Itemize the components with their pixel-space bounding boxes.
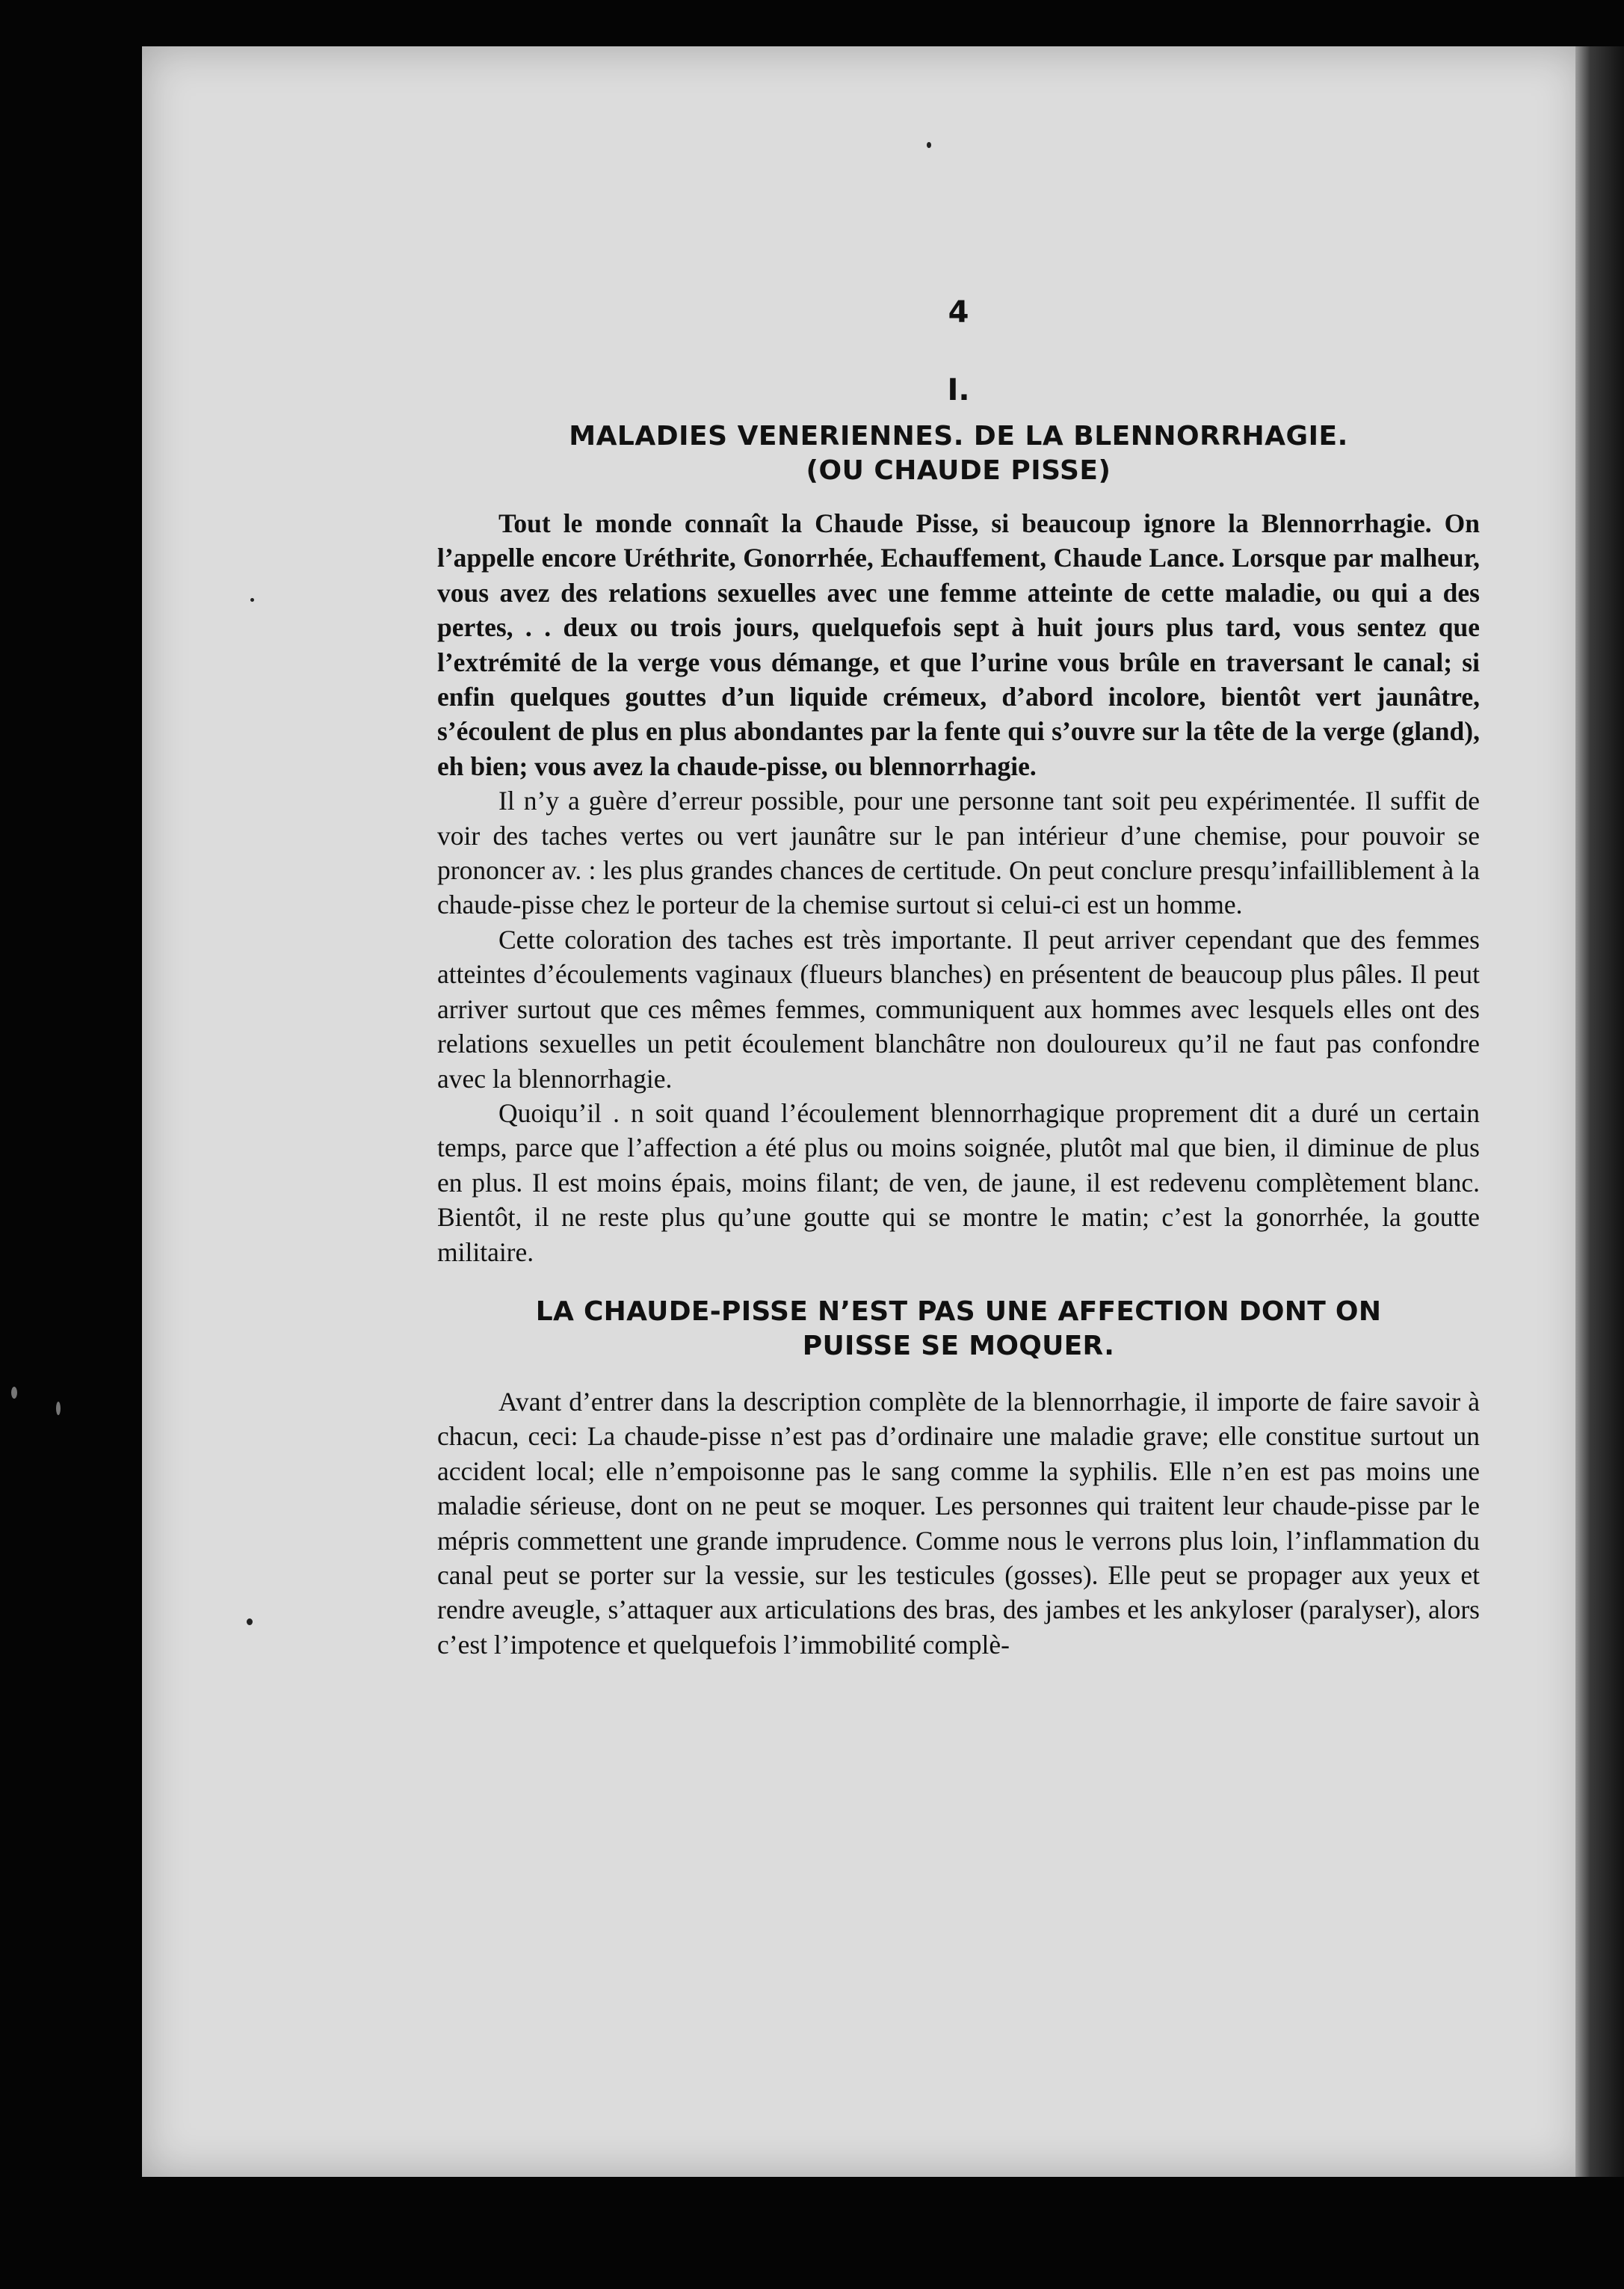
dust-speck bbox=[927, 142, 931, 148]
section-heading-line: PUISSE SE MOQUER. bbox=[802, 1330, 1115, 1361]
page-content bbox=[437, 295, 1480, 1662]
body-paragraph: Quoiqu’il . n soit quand l’écoulement blennorrhagique proprement dit a duré un certain temps, parce que l’affection a été plus ou moins soignée, plutôt mal que bien, il diminue de plus en plus. Il est moins épais, moins filant; de ven, de jaune, il est redevenu complètement blanc. Bientôt, il ne reste plus qu’une goutte qui se montre le matin; c’est la gonorrhée, la goutte militaire. bbox=[437, 1097, 1480, 1267]
body-paragraph: Avant d’entrer dans la description complète de la blennorrhagie, il importe de faire savoir à chacun, ceci: La chaude-pisse n’est pas d’ordinaire une maladie grave; elle constitue surtout un accident local; elle n’empoisonne pas le sang comme la syphilis. Elle n’en est pas moins une maladie sérieuse, dont on ne peut se moquer. Les personnes qui traitent leur chaude-pisse par le mépris commettent une grande imprudence. Comme nous le verrons plus loin, l’inflammation du canal peut se porter sur la vessie, sur les testicules (gosses). Elle peut se propager aux yeux et rendre aveugle, s’attaquer aux articulations des bras, des jambes et les ankyloser (paralyser), alors c’est l’impotence et quelquefois l’immobilité complè- bbox=[437, 1386, 1480, 1660]
chapter-heading-line: MALADIES VENERIENNES. DE LA BLENNORRHAGIE. bbox=[569, 421, 1348, 452]
section-heading-line: LA CHAUDE-PISSE N’EST PAS UNE AFFECTION DONT ON bbox=[535, 1296, 1382, 1327]
dust-speck bbox=[56, 1402, 61, 1415]
dust-speck bbox=[250, 598, 254, 602]
page-number: 4 bbox=[948, 295, 969, 330]
body-paragraph: Cette coloration des taches est très importante. Il peut arriver cependant que des femmes atteintes d’écoulements vaginaux (flueurs blanches) en présentent de beaucoup plus pâles. Il peut arriver surtout que ces mêmes femmes, communiquent aux hommes avec lesquels elles ont des relations sexuelles un petit écoulement blanchâtre non douloureux qu’il ne faut pas confondre avec la blennorrhagie. bbox=[437, 924, 1480, 1094]
body-paragraph: Il n’y a guère d’erreur possible, pour une personne tant soit peu expérimentée. Il suffit de voir des taches vertes ou vert jaunâtre sur le pan intérieur d’une chemise, pour pouvoir se prononcer av. : les plus grandes chances de certitude. On peut conclure presqu’infailliblement à la chaude-pisse chez le porteur de la chemise surtout si celui-ci est un homme. bbox=[437, 786, 1480, 920]
chapter-heading-line: (OU CHAUDE PISSE) bbox=[806, 455, 1111, 486]
body-paragraph: Tout le monde connaît la Chaude Pisse, si beaucoup ignore la Blennorrhagie. On l’appelle encore Uréthrite, Gonorrhée, Echauffement, Chaude Lance. Lorsque par malheur, vous avez des relations sexuelles avec une femme atteinte de cette maladie, ou qui a des pertes, . . deux ou trois jours, quelquefois sept à huit jours plus tard, vous sentez que l’extrémité de la verge vous démange, et que l’urine vous brûle en traversant le canal; si enfin quelques gouttes d’un liquide crémeux, d’abord incolore, bientôt vert jaunâtre, s’écoulent de plus en plus abondantes par la fente qui s’ouvre sur la tête de la verge (gland), eh bien; vous avez la chaude-pisse, ou blennorrhagie. bbox=[437, 508, 1480, 781]
page-edge-shadow bbox=[1575, 46, 1624, 2177]
section-number: I. bbox=[947, 373, 970, 407]
dust-speck bbox=[11, 1387, 17, 1399]
dust-speck bbox=[247, 1618, 253, 1625]
chapter-heading bbox=[437, 419, 1480, 488]
section-heading bbox=[437, 1295, 1480, 1364]
